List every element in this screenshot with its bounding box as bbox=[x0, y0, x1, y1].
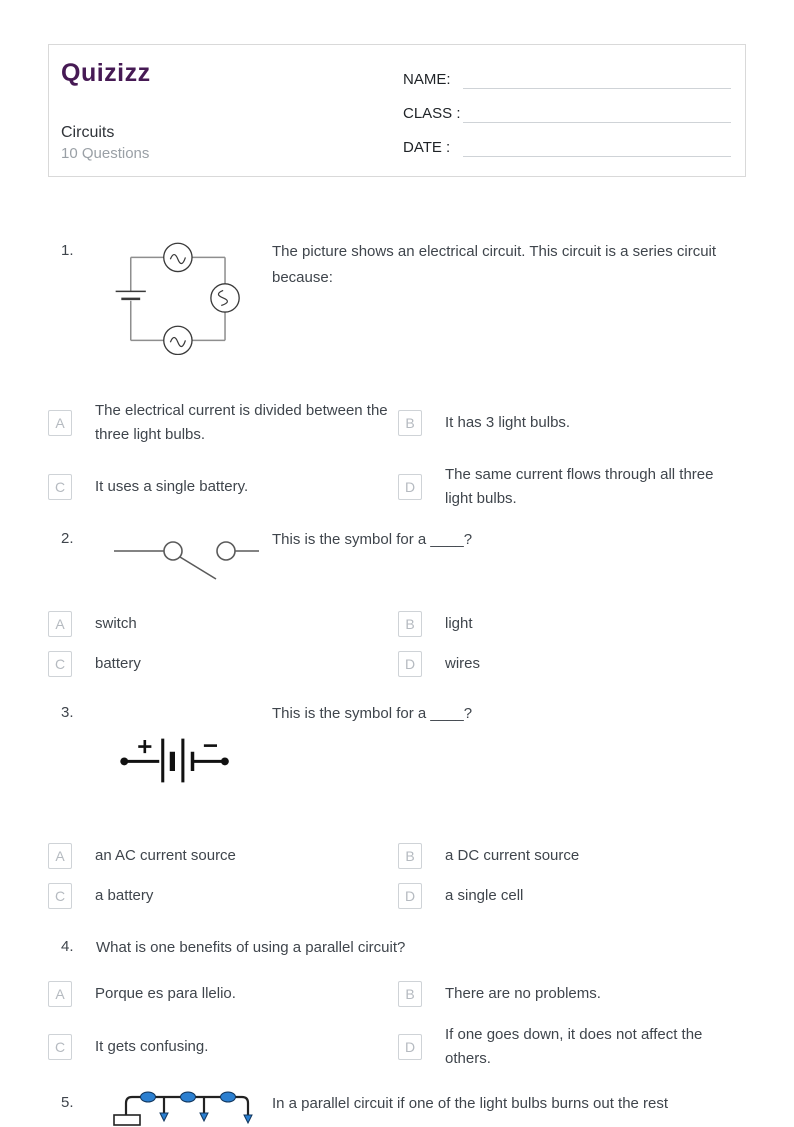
question-1 bbox=[48, 239, 746, 355]
answer-text-c: It uses a single battery. bbox=[95, 478, 249, 495]
answer-text-c: It gets confusing. bbox=[95, 1038, 209, 1055]
class-label: CLASS : bbox=[403, 105, 461, 122]
answer-option-a bbox=[48, 399, 398, 447]
answer-text-c: battery bbox=[95, 655, 141, 672]
answer-letter-box-d: D bbox=[398, 1034, 422, 1060]
answer-letter-box-a: A bbox=[48, 981, 72, 1007]
answer-option-b bbox=[398, 981, 746, 1007]
quiz-title: Circuits bbox=[61, 124, 115, 141]
name-field bbox=[403, 65, 731, 89]
header-left bbox=[61, 59, 151, 162]
question-4-text: What is one benefits of using a parallel circuit? bbox=[96, 939, 406, 956]
question-3-media bbox=[110, 701, 272, 785]
answer-option-a bbox=[48, 843, 398, 869]
answer-letter-box-a: A bbox=[48, 611, 72, 637]
quizizz-logo: Quizizz bbox=[61, 59, 151, 87]
question-5 bbox=[48, 1091, 746, 1127]
answer-text-a: Porque es para llelio. bbox=[95, 985, 236, 1002]
answer-letter-box-b: B bbox=[398, 410, 422, 436]
answer-option-c bbox=[48, 651, 398, 677]
class-field bbox=[403, 99, 731, 123]
answer-text-a: an AC current source bbox=[95, 847, 236, 864]
class-blank-line bbox=[463, 99, 731, 123]
question-3-text: This is the symbol for a ____? bbox=[272, 705, 473, 722]
answer-text-d: wires bbox=[445, 655, 481, 672]
question-3-answers bbox=[48, 843, 746, 909]
question-2-text: This is the symbol for a ____? bbox=[272, 531, 473, 548]
answer-text-b: There are no problems. bbox=[445, 985, 601, 1002]
question-count: 10 Questions bbox=[61, 145, 150, 162]
answer-text-b: a DC current source bbox=[445, 847, 580, 864]
answer-letter-box-c: C bbox=[48, 883, 72, 909]
parallel-circuit-image bbox=[110, 1085, 262, 1127]
answer-option-b bbox=[398, 843, 746, 869]
question-2 bbox=[48, 527, 746, 585]
quiz-title-block bbox=[61, 124, 151, 162]
answer-option-c bbox=[48, 883, 398, 909]
answer-letter-box-b: B bbox=[398, 843, 422, 869]
date-blank-line bbox=[463, 133, 731, 157]
question-1-answers bbox=[48, 399, 746, 511]
answer-letter-box-d: D bbox=[398, 474, 422, 500]
name-label: NAME: bbox=[403, 71, 451, 88]
question-2-media bbox=[110, 527, 272, 585]
question-5-number: 5. bbox=[61, 1094, 74, 1111]
answer-letter-box-d: D bbox=[398, 651, 422, 677]
answer-letter-box-a: A bbox=[48, 843, 72, 869]
answer-text-d: a single cell bbox=[445, 887, 524, 904]
date-field bbox=[403, 133, 731, 157]
answer-letter-box-c: C bbox=[48, 651, 72, 677]
question-3 bbox=[48, 701, 746, 785]
answer-option-d bbox=[398, 463, 746, 511]
question-1-text: The picture shows an electrical circuit. This circuit is a series circuit because: bbox=[272, 243, 717, 286]
question-2-number: 2. bbox=[61, 530, 74, 547]
answer-letter-box-a: A bbox=[48, 410, 72, 436]
student-info-fields bbox=[403, 59, 731, 162]
question-4-answers bbox=[48, 981, 746, 1071]
answer-option-d bbox=[398, 651, 746, 677]
answer-text-d: The same current flows through all three light bulbs. bbox=[445, 466, 714, 507]
answer-text-c: a battery bbox=[95, 887, 154, 904]
answer-letter-box-b: B bbox=[398, 611, 422, 637]
question-4 bbox=[48, 935, 746, 961]
answer-letter-box-c: C bbox=[48, 1034, 72, 1060]
question-2-answers bbox=[48, 611, 746, 677]
answer-letter-box-c: C bbox=[48, 474, 72, 500]
answer-text-d: If one goes down, it does not affect the others. bbox=[445, 1026, 703, 1067]
battery-symbol-image bbox=[116, 729, 234, 785]
series-circuit-image bbox=[110, 239, 242, 355]
question-5-text: In a parallel circuit if one of the light bulbs burns out the rest bbox=[272, 1095, 669, 1112]
question-5-media bbox=[110, 1091, 272, 1127]
answer-option-b bbox=[398, 399, 746, 447]
answer-text-b: It has 3 light bulbs. bbox=[445, 414, 571, 431]
open-switch-symbol-image bbox=[110, 527, 262, 585]
question-3-number: 3. bbox=[61, 704, 74, 721]
question-4-number: 4. bbox=[61, 938, 74, 955]
question-1-number: 1. bbox=[61, 242, 74, 259]
answer-letter-box-b: B bbox=[398, 981, 422, 1007]
answer-option-d bbox=[398, 883, 746, 909]
answer-option-a bbox=[48, 981, 398, 1007]
answer-option-b bbox=[398, 611, 746, 637]
answer-text-a: switch bbox=[95, 615, 137, 632]
answer-text-b: light bbox=[445, 615, 473, 632]
answer-text-a: The electrical current is divided between the three light bulbs. bbox=[95, 402, 388, 443]
question-1-media bbox=[110, 239, 272, 355]
answer-option-c bbox=[48, 463, 398, 511]
answer-option-a bbox=[48, 611, 398, 637]
name-blank-line bbox=[463, 65, 731, 89]
date-label: DATE : bbox=[403, 139, 451, 156]
worksheet-header bbox=[48, 44, 746, 177]
answer-option-d bbox=[398, 1023, 746, 1071]
answer-letter-box-d: D bbox=[398, 883, 422, 909]
answer-option-c bbox=[48, 1023, 398, 1071]
